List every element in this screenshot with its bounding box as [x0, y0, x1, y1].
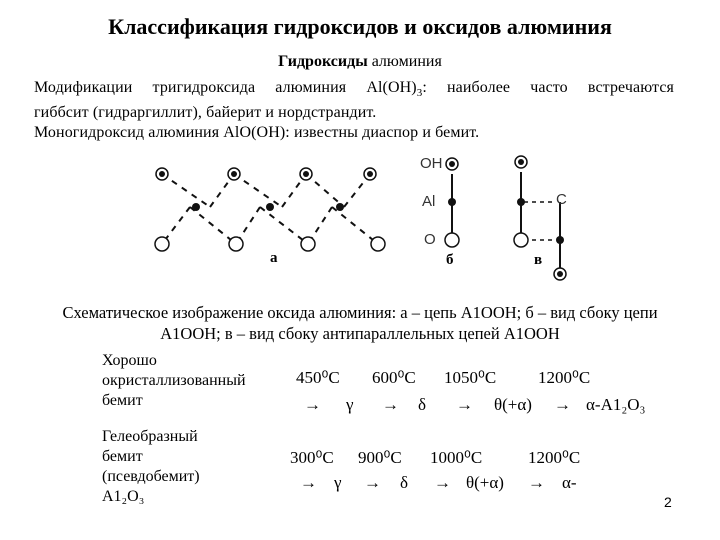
o-atom: [445, 233, 459, 247]
al-atom: [266, 203, 274, 211]
al-atom: [517, 198, 525, 206]
arrow-icon: →: [528, 473, 545, 492]
paragraph-line-1: [34, 78, 674, 103]
figure-caption: [24, 302, 696, 344]
arrow-icon: →: [456, 395, 473, 414]
sequence-2-phase: α-: [562, 473, 577, 492]
sequence-1-label-line: окристаллизованный: [102, 372, 246, 389]
sequence-2-temp: 1000⁰С: [430, 448, 483, 467]
page-title: Классификация гидроксидов и оксидов алюминия: [108, 14, 612, 39]
label-al: Al: [422, 193, 436, 210]
o-atom: [371, 237, 385, 251]
label-oh: OH: [420, 155, 443, 172]
section-subtitle: [0, 53, 720, 71]
sequence-2-label-line: A1₂O₃: [102, 488, 145, 505]
o-atom: [514, 233, 528, 247]
chain-c-antiparallel: [514, 156, 567, 280]
sequence-2-temp: 900⁰С: [358, 448, 402, 467]
sequence-1-temp: 1200⁰С: [538, 368, 591, 387]
sequence-2-temp: 300⁰С: [290, 448, 334, 467]
oh-atom-core: [303, 171, 309, 177]
al-atom: [336, 203, 344, 211]
chain-b-side-view: [420, 155, 459, 268]
sequence-2-label-line: бемит: [102, 448, 143, 465]
sequence-1-temp: 450⁰С: [296, 368, 340, 387]
oh-atom-core: [449, 161, 455, 167]
sequence-1-phase: δ: [418, 395, 427, 414]
sequence-1-temp: 600⁰С: [372, 368, 416, 387]
al-atom: [192, 203, 200, 211]
label-v: в: [534, 252, 543, 268]
sequence-2-label: [102, 427, 200, 507]
label-c: C: [556, 191, 567, 208]
paragraph-line-1-end: : наиболее часто встречаются: [422, 79, 674, 96]
sequence-1-label: [102, 351, 246, 411]
al-atom: [448, 198, 456, 206]
page-number: 2: [664, 494, 672, 510]
label-a: а: [270, 250, 278, 266]
oh-atom-core: [159, 171, 165, 177]
oh-atom-core: [557, 271, 563, 277]
oh-atom-core: [367, 171, 373, 177]
sequence-2-phase: γ: [334, 473, 342, 492]
sequence-1-temp: 1050⁰С: [444, 368, 497, 387]
sequence-2-temp: 1200⁰С: [528, 448, 581, 467]
subtitle-bold: Гидроксиды: [278, 53, 368, 70]
caption-line-2: А1OOH; в – вид сбоку антипараллельных цепей А1OOH: [160, 324, 560, 343]
subtitle-rest: алюминия: [367, 53, 442, 70]
structure-figure: [0, 140, 720, 290]
o-atom: [301, 237, 315, 251]
arrow-icon: →: [434, 473, 451, 492]
paragraph-line-3: Моногидроксид алюминия AlO(OH): известны диаспор и бемит.: [34, 124, 480, 142]
paragraph-line-1-sub: 3: [416, 87, 423, 100]
arrow-icon: →: [554, 395, 571, 414]
sequence-1-phase: θ(+α): [494, 395, 532, 414]
arrow-icon: →: [382, 395, 399, 414]
sequence-1-phase: α-A1₂O₃: [586, 395, 646, 414]
al-atom: [556, 236, 564, 244]
paragraph-line-2: гиббсит (гидраргиллит), байерит и нордстрандит.: [34, 104, 377, 122]
label-b: б: [446, 252, 454, 268]
oh-atom-core: [231, 171, 237, 177]
label-o: O: [424, 231, 436, 248]
chain-a-atoms: [155, 168, 385, 251]
sequence-2-label-line: Гелеобразный: [102, 428, 198, 445]
o-atom: [229, 237, 243, 251]
sequence-1-label-line: Хорошо: [102, 352, 157, 369]
paragraph-line-1-text: Модификации тригидроксида алюминия Al(OH): [34, 79, 417, 96]
o-atom: [155, 237, 169, 251]
intro-paragraph: [34, 78, 674, 143]
arrow-icon: →: [304, 395, 321, 414]
sequence-2-phase: δ: [400, 473, 409, 492]
sequence-1-phase: γ: [346, 395, 354, 414]
caption-line-1: Схематическое изображение оксида алюминия: а – цепь А1OOH; б – вид сбоку цепи: [62, 303, 658, 322]
arrow-icon: →: [300, 473, 317, 492]
sequence-2-phase: θ(+α): [466, 473, 504, 492]
sequence-1-label-line: бемит: [102, 392, 143, 409]
oh-atom-core: [518, 159, 524, 165]
arrow-icon: →: [364, 473, 381, 492]
sequence-2-label-line: (псевдобемит): [102, 468, 200, 485]
